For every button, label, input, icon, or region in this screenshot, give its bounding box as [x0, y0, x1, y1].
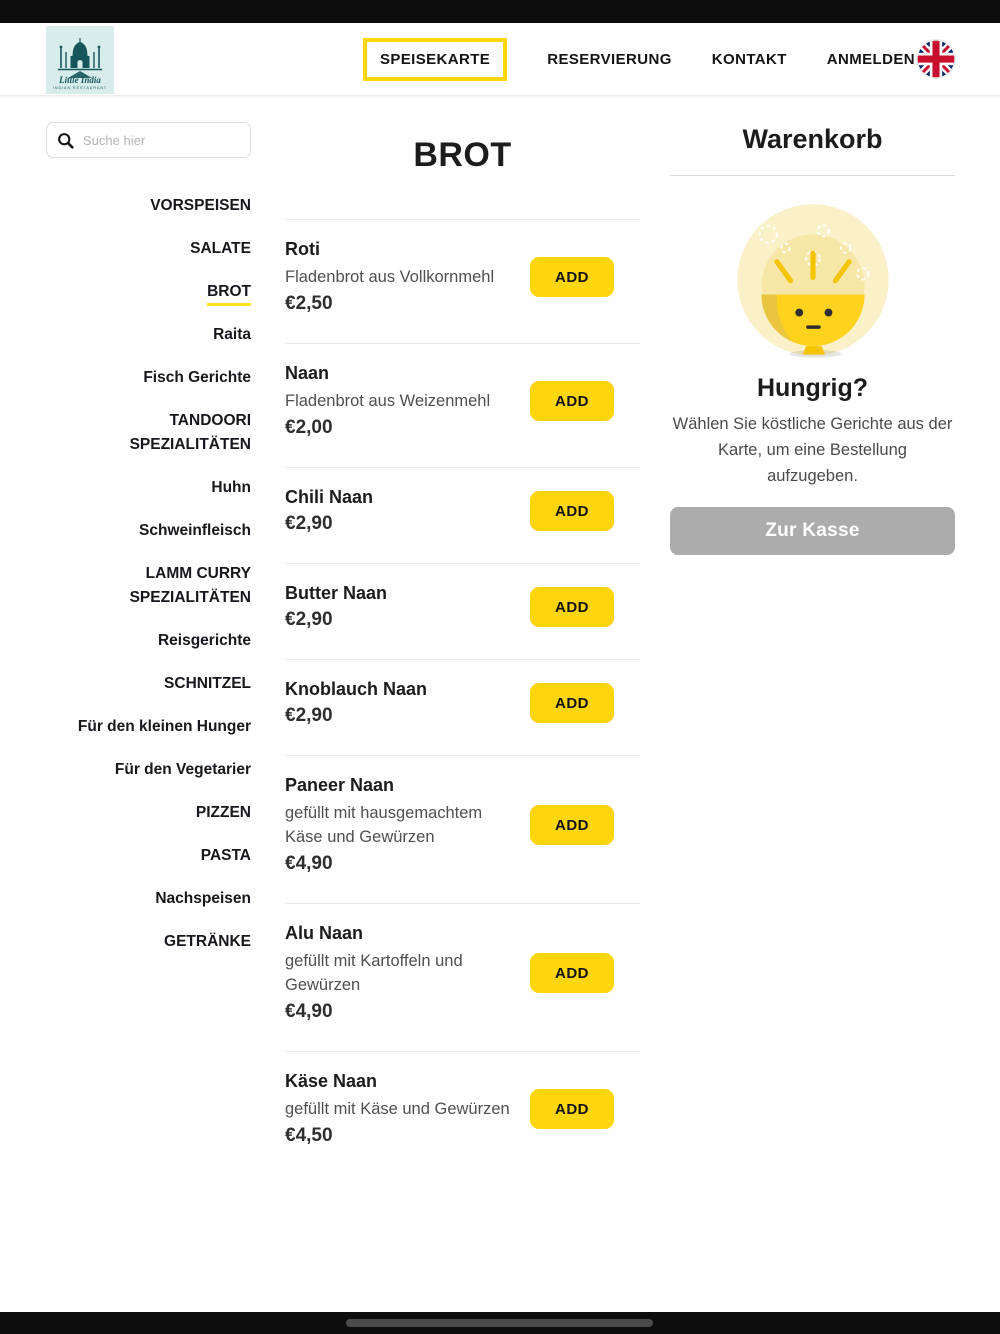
menu-category-title: BROT	[413, 136, 512, 174]
menu-item-description: gefüllt mit Käse und Gewürzen	[285, 1100, 510, 1118]
menu-item-paneer-naan	[285, 755, 640, 903]
category-label: Für den kleinen Hunger	[77, 718, 251, 735]
svg-text:Little India: Little India	[59, 74, 101, 85]
menu-item-text	[285, 775, 523, 875]
restaurant-logo[interactable]	[46, 26, 114, 94]
menu-item-price: €2,90	[285, 705, 333, 726]
cart-empty-text: Wählen Sie köstliche Gerichte aus der Karte, um eine Bestellung aufzugeben.	[672, 415, 953, 485]
menu-item-text	[285, 679, 523, 727]
menu-item-chili-naan	[285, 467, 640, 563]
nav-item-reservierung[interactable]: RESERVIERUNG	[547, 50, 672, 68]
menu-item-alu-naan	[285, 903, 640, 1051]
sidebar-item-raita[interactable]	[46, 323, 251, 347]
category-sidebar	[46, 122, 251, 1312]
menu-item-text	[285, 1071, 523, 1147]
add-to-cart-button[interactable]: ADD	[530, 587, 614, 627]
menu-section	[285, 122, 640, 1312]
category-label: Für den Vegetarier	[114, 761, 251, 778]
header	[0, 23, 1000, 96]
menu-item-käse-naan	[285, 1051, 640, 1175]
category-label: PIZZEN	[195, 804, 251, 821]
add-to-cart-button[interactable]: ADD	[530, 953, 614, 993]
menu-item-name: Naan	[285, 363, 330, 383]
menu-item-naan	[285, 343, 640, 467]
sidebar-item-fisch-gerichte[interactable]	[46, 366, 251, 390]
menu-item-text	[285, 363, 523, 439]
sidebar-item-lamm-curry-spezialitäten[interactable]	[46, 562, 251, 610]
menu-item-price: €2,00	[285, 417, 333, 438]
menu-item-name: Alu Naan	[285, 923, 364, 943]
menu-item-name: Roti	[285, 239, 320, 259]
category-list	[46, 194, 251, 954]
menu-item-name: Käse Naan	[285, 1071, 378, 1091]
sidebar-item-für-den-vegetarier[interactable]	[46, 758, 251, 782]
sidebar-item-nachspeisen[interactable]	[46, 887, 251, 911]
category-label: TANDOORI SPEZIALITÄTEN	[129, 412, 251, 453]
empty-cart-bowl-illustration	[727, 198, 899, 366]
sidebar-item-reisgerichte[interactable]	[46, 629, 251, 653]
cart-title: Warenkorb	[742, 124, 883, 154]
sidebar-item-pasta[interactable]	[46, 844, 251, 868]
svg-text:INDIAN RESTAURANT: INDIAN RESTAURANT	[52, 85, 108, 90]
menu-item-name: Butter Naan	[285, 583, 388, 603]
category-label: SCHNITZEL	[164, 675, 251, 692]
add-to-cart-button[interactable]: ADD	[530, 491, 614, 531]
category-label: SALATE	[190, 240, 251, 257]
bottom-scrollbar-thumb[interactable]	[346, 1319, 653, 1327]
nav-item-kontakt[interactable]: KONTAKT	[711, 50, 787, 68]
sidebar-item-vorspeisen[interactable]	[46, 194, 251, 218]
category-label: BROT	[207, 283, 251, 306]
search-input[interactable]	[83, 133, 240, 148]
category-label: LAMM CURRY SPEZIALITÄTEN	[129, 565, 251, 606]
taj-mahal-logo-icon	[46, 26, 114, 94]
menu-item-text	[285, 923, 523, 1023]
menu-item-price: €2,90	[285, 513, 333, 534]
sidebar-item-getränke[interactable]	[46, 930, 251, 954]
cart-empty-title: Hungrig?	[756, 374, 869, 402]
menu-item-text	[285, 583, 523, 631]
category-label: Reisgerichte	[157, 632, 251, 649]
menu-item-butter-naan	[285, 563, 640, 659]
add-to-cart-button[interactable]: ADD	[530, 805, 614, 845]
menu-item-knoblauch-naan	[285, 659, 640, 755]
category-label: Raita	[213, 326, 251, 343]
category-label: PASTA	[200, 847, 251, 864]
add-to-cart-button[interactable]: ADD	[530, 257, 614, 297]
sidebar-item-salate[interactable]	[46, 237, 251, 261]
category-label: VORSPEISEN	[150, 197, 251, 214]
search-box[interactable]	[46, 122, 251, 158]
menu-item-description: Fladenbrot aus Vollkornmehl	[285, 268, 495, 286]
main-nav	[363, 38, 915, 81]
menu-item-name: Knoblauch Naan	[285, 679, 428, 699]
category-label: GETRÄNKE	[164, 933, 251, 950]
cart-panel	[670, 122, 955, 1312]
menu-item-name: Chili Naan	[285, 487, 374, 507]
menu-item-description: Fladenbrot aus Weizenmehl	[285, 392, 491, 410]
menu-item-roti	[285, 219, 640, 343]
add-to-cart-button[interactable]: ADD	[530, 381, 614, 421]
menu-item-description: gefüllt mit hausgemachtem Käse und Gewürzen	[285, 804, 483, 846]
checkout-button[interactable]: Zur Kasse	[670, 507, 955, 555]
category-label: Fisch Gerichte	[143, 369, 251, 386]
menu-item-price: €4,50	[285, 1125, 333, 1146]
nav-item-anmelden[interactable]: ANMELDEN	[826, 50, 915, 68]
sidebar-item-schnitzel[interactable]	[46, 672, 251, 696]
language-switcher-uk-flag-icon[interactable]	[917, 40, 955, 78]
menu-item-text	[285, 487, 523, 535]
top-black-strip	[0, 0, 1000, 23]
menu-item-text	[285, 239, 523, 315]
menu-item-price: €2,90	[285, 609, 333, 630]
menu-item-price: €2,50	[285, 293, 333, 314]
menu-item-price: €4,90	[285, 853, 333, 874]
search-icon	[57, 132, 74, 149]
bottom-black-bar	[0, 1312, 1000, 1334]
sidebar-item-für-den-kleinen-hunger[interactable]	[46, 715, 251, 739]
sidebar-item-brot[interactable]	[46, 280, 251, 304]
sidebar-item-huhn[interactable]	[46, 476, 251, 500]
sidebar-item-tandoori-spezialitäten[interactable]	[46, 409, 251, 457]
category-label: Huhn	[211, 479, 251, 496]
menu-item-list	[285, 219, 640, 1175]
cart-divider	[670, 175, 955, 176]
add-to-cart-button[interactable]: ADD	[530, 1089, 614, 1129]
sidebar-item-pizzen[interactable]	[46, 801, 251, 825]
menu-item-name: Paneer Naan	[285, 775, 395, 795]
page-content	[0, 96, 1000, 1312]
nav-item-speisekarte[interactable]: SPEISEKARTE	[363, 38, 507, 81]
menu-item-description: gefüllt mit Kartoffeln und Gewürzen	[285, 952, 463, 994]
sidebar-item-schweinfleisch[interactable]	[46, 519, 251, 543]
add-to-cart-button[interactable]: ADD	[530, 683, 614, 723]
menu-item-price: €4,90	[285, 1001, 333, 1022]
category-label: Nachspeisen	[155, 890, 251, 907]
category-label: Schweinfleisch	[139, 522, 251, 539]
